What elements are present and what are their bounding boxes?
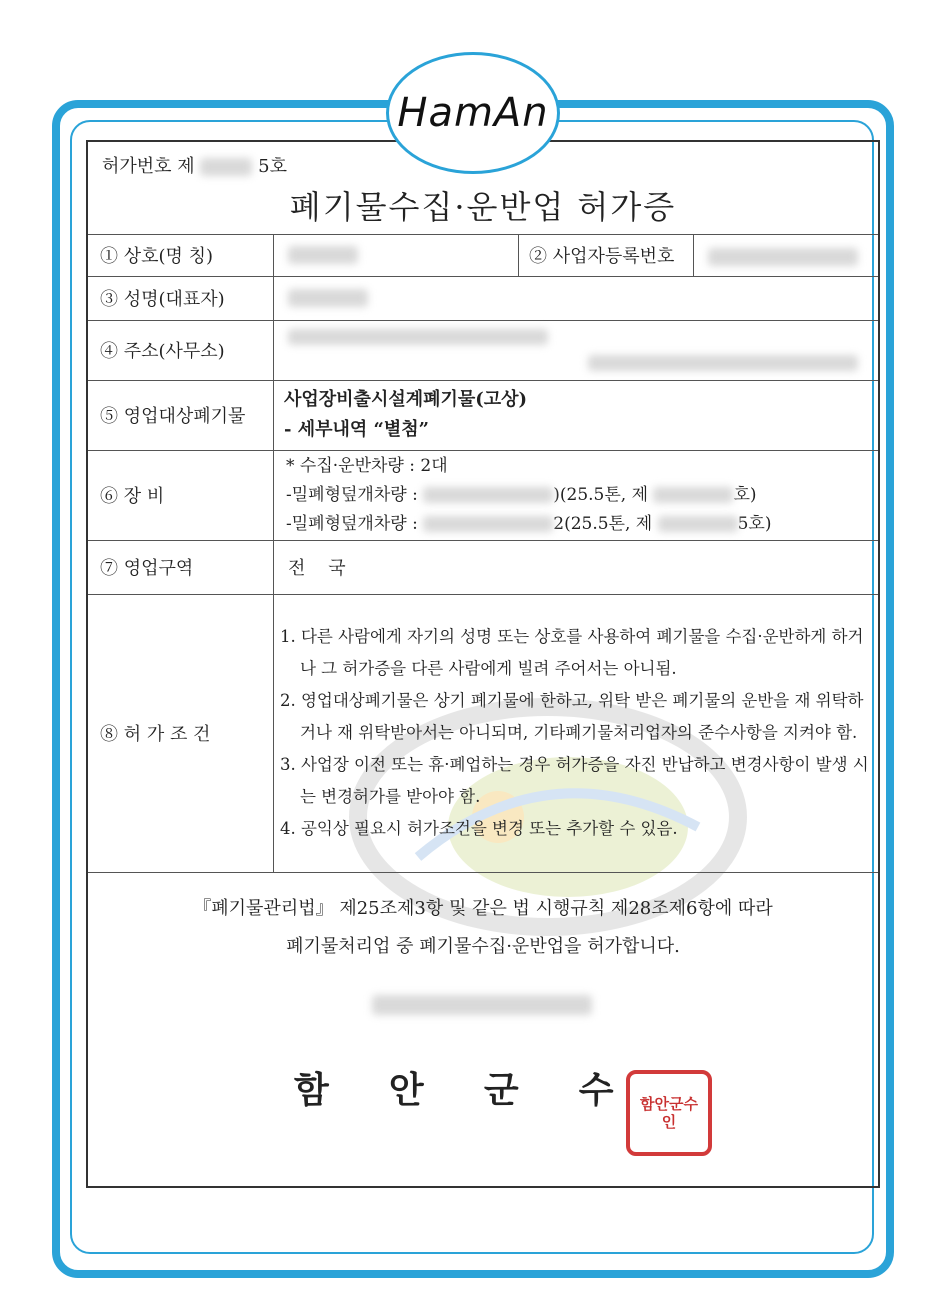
- vehicle2-label: -밀폐형덮개차량 :: [286, 513, 418, 534]
- condition-4: 4. 공익상 필요시 허가조건을 변경 또는 추가할 수 있음.: [280, 819, 678, 838]
- redacted-address-line2: [588, 355, 858, 371]
- equipment-value: [274, 450, 878, 540]
- registration-number-label: ② 사업자등록번호: [518, 234, 694, 276]
- equipment-line1: * 수집·운반차량 : 2대: [286, 455, 448, 476]
- target-waste-line2: - 세부내역 “별첨”: [284, 419, 430, 440]
- issue-date: [372, 994, 592, 1015]
- redacted-vehicle2-plate: [423, 516, 553, 532]
- redacted-representative: [288, 289, 368, 307]
- permit-number-prefix: 허가번호 제: [102, 156, 195, 177]
- redacted-vehicle1-number: [653, 487, 733, 503]
- vehicle1-suffix: 호): [733, 484, 757, 505]
- business-area-value: 전 국: [288, 558, 346, 579]
- vehicle1-label: -밀폐형덮개차량 :: [286, 484, 418, 505]
- haman-logo: [386, 52, 560, 174]
- row-business-area: [88, 540, 878, 595]
- row-equipment: [88, 450, 878, 541]
- row-target-waste: [88, 380, 878, 451]
- vehicle2-suffix: 5호): [737, 513, 772, 534]
- permit-conditions-label: ⑧ 허 가 조 건: [88, 594, 274, 872]
- equipment-label: ⑥ 장 비: [88, 450, 274, 540]
- legal-line-1: 『폐기물관리법』 제25조제3항 및 같은 법 시행규칙 제28조제6항에 따라: [193, 898, 773, 919]
- condition-3: 3. 사업장 이전 또는 휴·폐업하는 경우 허가증을 자진 반납하고 변경사항이 발생 시는 변경허가를 받아야 함.: [280, 755, 869, 806]
- permit-number-suffix: 5호: [258, 156, 287, 177]
- redacted-issue-date: [372, 995, 592, 1015]
- address-value: [274, 320, 878, 380]
- condition-1: 1. 다른 사람에게 자기의 성명 또는 상호를 사용하여 폐기물을 수집·운반하게 하거나 그 허가증을 다른 사람에게 빌려 주어서는 아니됨.: [280, 627, 864, 678]
- representative-label: ③ 성명(대표자): [88, 276, 274, 320]
- redacted-vehicle1-plate: [423, 487, 553, 503]
- equipment-line3: [286, 510, 878, 539]
- condition-2: 2. 영업대상폐기물은 상기 폐기물에 한하고, 위탁 받은 폐기물의 운반을 재 위탁하거나 재 위탁받아서는 아니되며, 기타폐기물처리업자의 준수사항을 지켜야 함.: [280, 691, 864, 742]
- redacted-business-name: [288, 246, 358, 264]
- seal-text: 함안군수인: [640, 1095, 698, 1131]
- issuer-name: 함 안 군 수: [294, 1069, 616, 1111]
- legal-line-2: 폐기물처리업 중 폐기물수집·운반업을 허가합니다.: [286, 936, 680, 957]
- official-seal: [626, 1070, 712, 1156]
- certificate-sheet: [86, 140, 880, 1188]
- business-name-label: ① 상호(명 칭): [88, 234, 274, 276]
- certificate-title: 폐기물수집·운반업 허가증: [289, 188, 677, 226]
- row-business-name: [88, 234, 878, 277]
- row-representative: [88, 276, 878, 321]
- representative-value: [274, 276, 878, 320]
- haman-logo-text: HamAn: [397, 90, 549, 136]
- permit-number: [102, 152, 287, 178]
- redacted-address-line1: [288, 329, 548, 345]
- registration-number-value: [708, 246, 858, 266]
- vehicle2-spec: 2(25.5톤, 제: [553, 513, 653, 534]
- address-label: ④ 주소(사무소): [88, 320, 274, 380]
- legal-basis: [88, 890, 878, 966]
- target-waste-line1: 사업장비출시설계폐기물(고상): [284, 389, 528, 410]
- redacted-permit-number: [200, 158, 252, 176]
- business-area-label: ⑦ 영업구역: [88, 540, 274, 594]
- row-permit-conditions: [88, 594, 878, 873]
- target-waste-label: ⑤ 영업대상폐기물: [88, 380, 274, 450]
- row-address: [88, 320, 878, 381]
- vehicle1-spec: )(25.5톤, 제: [553, 484, 649, 505]
- redacted-vehicle2-number: [658, 516, 738, 532]
- target-waste-value: [274, 380, 878, 450]
- business-name-value: [274, 234, 518, 276]
- redacted-registration-number: [708, 248, 858, 266]
- equipment-line2: [286, 481, 878, 510]
- permit-conditions-list: [274, 594, 878, 872]
